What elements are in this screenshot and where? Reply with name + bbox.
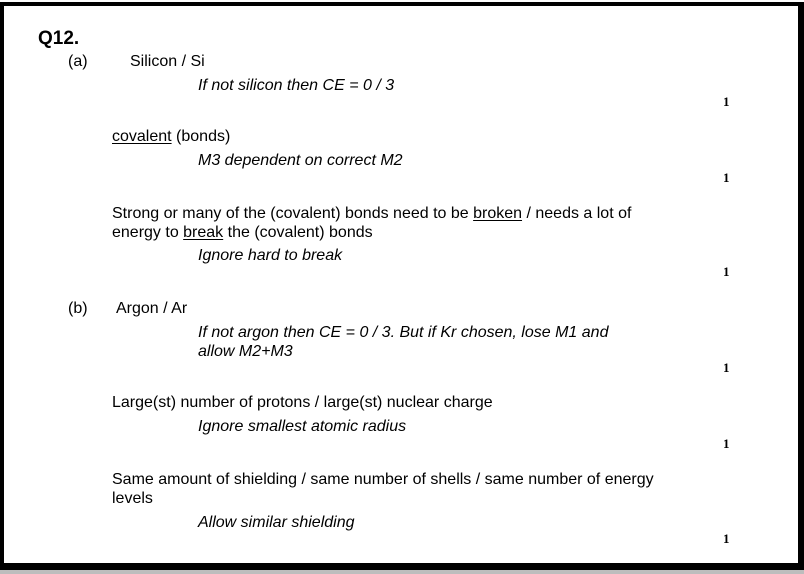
part-a-note-1: If not silicon then CE = 0 / 3 — [198, 77, 395, 94]
part-b-label: (b) — [68, 300, 88, 317]
part-b-note-3: Allow similar shielding — [198, 514, 355, 531]
part-b-mark-1: 1 — [723, 360, 730, 375]
part-b-note-2: Ignore smallest atomic radius — [198, 418, 407, 435]
part-b-answer-2: Large(st) number of protons / large(st) nuclear charge — [112, 394, 493, 411]
part-a-mark-1: 1 — [723, 94, 730, 109]
part-b-note-1-line-1: If not argon then CE = 0 / 3. But if Kr chosen, lose M1 and — [198, 324, 609, 341]
underlined-keyword: break — [183, 224, 224, 241]
part-a-note-2: M3 dependent on correct M2 — [198, 152, 403, 169]
part-b-note-1-line-2: allow M2+M3 — [198, 343, 293, 360]
part-a-mark-3: 1 — [723, 264, 730, 279]
underlined-keyword: covalent — [112, 128, 172, 145]
underlined-keyword: broken — [473, 205, 523, 222]
part-a-answer-3-line-1: Strong or many of the (covalent) bonds need to be broken / needs a lot of — [112, 205, 632, 222]
part-a-answer-1: Silicon / Si — [130, 53, 205, 70]
part-a-note-3: Ignore hard to break — [198, 247, 343, 264]
part-a-label: (a) — [68, 53, 88, 70]
part-b-answer-1: Argon / Ar — [116, 300, 188, 317]
part-b-mark-3: 1 — [723, 531, 730, 546]
part-b-answer-3-line-2: levels — [112, 490, 153, 507]
question-title: Q12. — [38, 28, 80, 49]
part-b-answer-3-line-1: Same amount of shielding / same number of shells / same number of energy — [112, 471, 654, 488]
part-a-answer-3-line-2: energy to break the (covalent) bonds — [112, 224, 373, 241]
part-a-answer-2: covalent (bonds) — [112, 128, 231, 145]
part-a-mark-2: 1 — [723, 170, 730, 185]
part-b-mark-2: 1 — [723, 436, 730, 451]
